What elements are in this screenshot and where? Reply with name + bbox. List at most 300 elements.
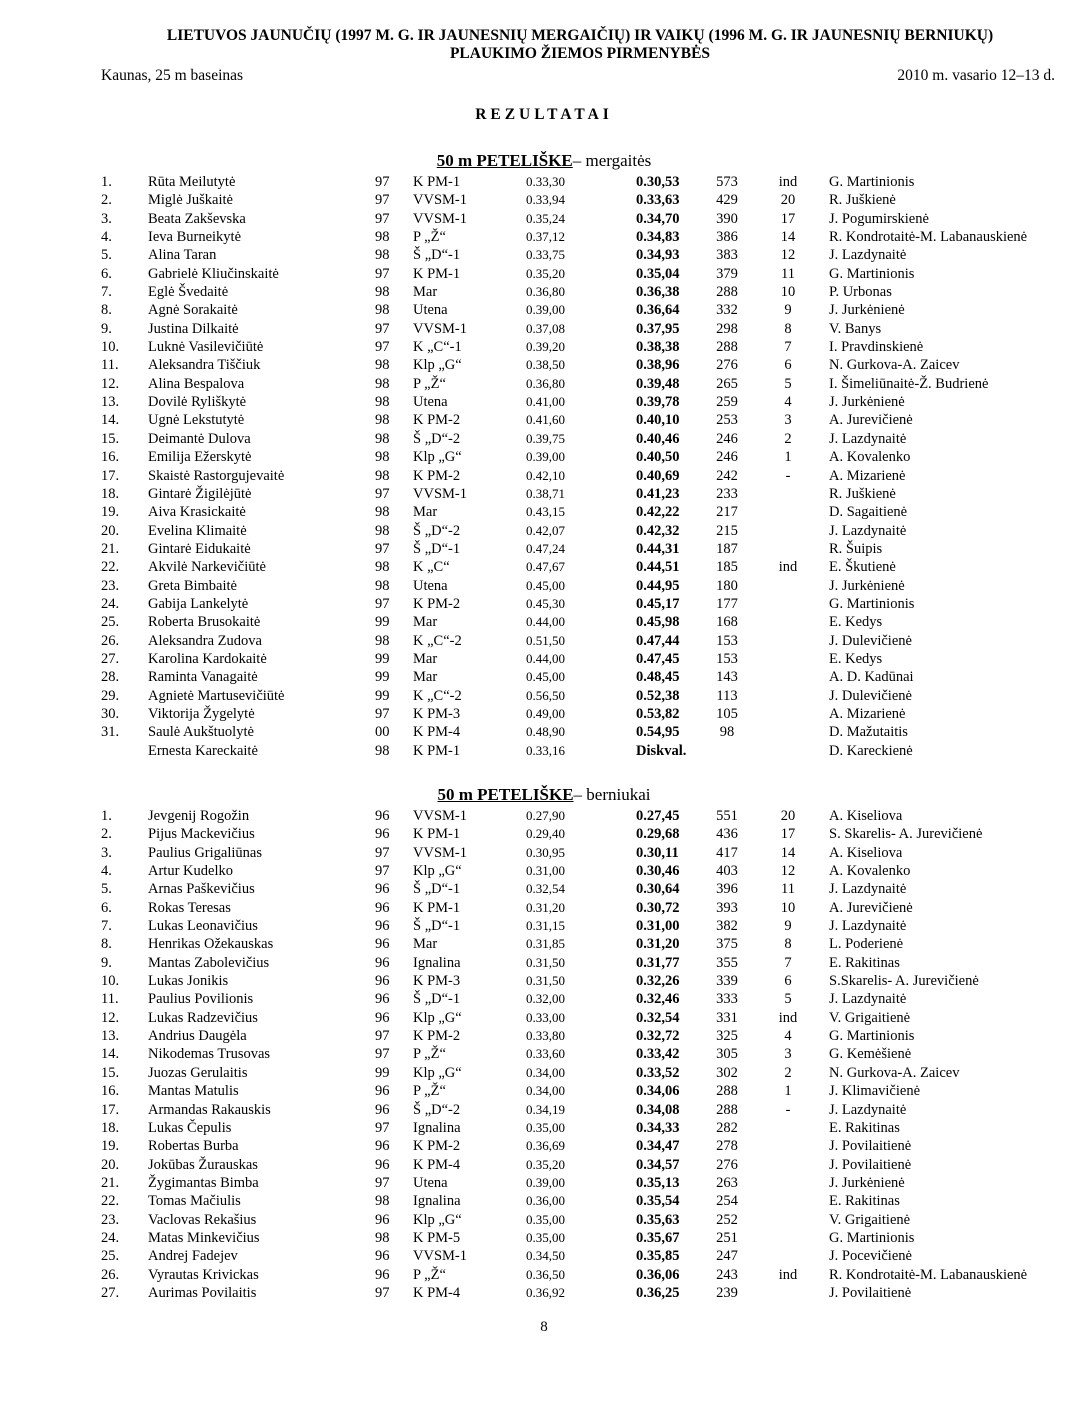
- coach-cell: J. Lazdynaitė: [829, 991, 907, 1008]
- entry-time-cell: 0.56,50: [526, 687, 565, 703]
- birth-year-cell: 00: [375, 724, 390, 741]
- entry-time-cell: 0.33,80: [526, 1028, 565, 1044]
- swimmer-name-cell: Aurimas Povilaitis: [148, 1284, 257, 1301]
- result-time-cell: 0.34,93: [636, 247, 680, 264]
- swimmer-name-cell: Miglė Juškaitė: [148, 192, 233, 209]
- swimmer-name-cell: Juozas Gerulaitis: [148, 1064, 248, 1081]
- place-cell: 13.: [101, 394, 120, 411]
- birth-year-cell: 98: [375, 247, 390, 264]
- entry-time-cell: 0.31,85: [526, 936, 565, 952]
- team-score-cell: 5: [784, 375, 792, 392]
- birth-year-cell: 99: [375, 669, 390, 686]
- coach-cell: R. Juškienė: [829, 485, 896, 502]
- points-cell: 417: [716, 844, 738, 861]
- entry-time-cell: 0.36,00: [526, 1193, 565, 1209]
- table-row: [0, 338, 1088, 356]
- swimmer-name-cell: Paulius Grigaliūnas: [148, 844, 262, 861]
- coach-cell: V. Grigaitienė: [829, 1009, 911, 1026]
- place-cell: 4.: [101, 229, 112, 246]
- table-row: [0, 687, 1088, 705]
- entry-time-cell: 0.47,24: [526, 540, 565, 556]
- coach-cell: J. Jurkėnienė: [829, 302, 905, 319]
- birth-year-cell: 96: [375, 881, 390, 898]
- result-time-cell: 0.32,26: [636, 973, 680, 990]
- team-score-cell: -: [785, 467, 791, 484]
- points-cell: 278: [716, 1138, 738, 1155]
- team-score-cell: 8: [784, 936, 792, 953]
- birth-year-cell: 99: [375, 1064, 390, 1081]
- club-cell: Mar: [413, 669, 438, 686]
- coach-cell: J. Lazdynaitė: [829, 881, 907, 898]
- club-cell: P „Ž“: [413, 375, 446, 392]
- club-cell: Klp „G“: [413, 1064, 462, 1081]
- entry-time-cell: 0.36,80: [526, 375, 565, 391]
- birth-year-cell: 96: [375, 826, 390, 843]
- place-cell: 20.: [101, 1156, 120, 1173]
- coach-cell: N. Gurkova-A. Zaicev: [829, 1064, 960, 1081]
- points-cell: 251: [716, 1229, 738, 1246]
- birth-year-cell: 97: [375, 265, 390, 282]
- birth-year-cell: 97: [375, 1174, 390, 1191]
- place-cell: 11.: [101, 357, 119, 374]
- coach-cell: I. Šimeliūnaitė-Ž. Budrienė: [829, 375, 989, 392]
- result-time-cell: 0.34,83: [636, 229, 680, 246]
- points-cell: 390: [716, 210, 738, 227]
- points-cell: 263: [716, 1174, 738, 1191]
- place-cell: 4.: [101, 863, 112, 880]
- birth-year-cell: 96: [375, 1156, 390, 1173]
- swimmer-name-cell: Eglė Švedaitė: [148, 284, 229, 301]
- result-time-cell: 0.54,95: [636, 724, 680, 741]
- table-row: [0, 430, 1088, 448]
- club-cell: K PM-2: [413, 1138, 461, 1155]
- result-time-cell: 0.30,64: [636, 881, 680, 898]
- points-cell: 143: [716, 669, 738, 686]
- entry-time-cell: 0.34,00: [526, 1083, 565, 1099]
- team-score-cell: 14: [780, 229, 796, 246]
- table-row: [0, 173, 1088, 191]
- swimmer-name-cell: Agnė Sorakaitė: [148, 302, 238, 319]
- club-cell: P „Ž“: [413, 1083, 446, 1100]
- club-cell: P „Ž“: [413, 1046, 446, 1063]
- team-score-cell: 5: [784, 991, 792, 1008]
- section-heading-boys: [0, 785, 1088, 805]
- place-cell: 28.: [101, 669, 120, 686]
- result-time-cell: 0.40,50: [636, 449, 680, 466]
- coach-cell: V. Banys: [829, 320, 882, 337]
- entry-time-cell: 0.33,00: [526, 1009, 565, 1025]
- club-cell: Š „D“-2: [413, 1101, 461, 1118]
- coach-cell: J. Lazdynaitė: [829, 430, 907, 447]
- result-time-cell: 0.35,63: [636, 1211, 680, 1228]
- birth-year-cell: 98: [375, 1193, 390, 1210]
- entry-time-cell: 0.34,50: [526, 1248, 565, 1264]
- result-time-cell: 0.31,77: [636, 954, 680, 971]
- birth-year-cell: 97: [375, 485, 390, 502]
- swimmer-name-cell: Luknė Vasilevičiūtė: [148, 339, 264, 356]
- result-time-cell: 0.34,06: [636, 1083, 680, 1100]
- points-cell: 246: [716, 449, 738, 466]
- entry-time-cell: 0.41,60: [526, 412, 565, 428]
- entry-time-cell: 0.39,20: [526, 339, 565, 355]
- result-time-cell: 0.30,53: [636, 174, 680, 190]
- entry-time-cell: 0.44,00: [526, 650, 565, 666]
- place-cell: 8.: [101, 302, 112, 319]
- club-cell: Utena: [413, 577, 448, 594]
- points-cell: 242: [716, 467, 738, 484]
- place-cell: 15.: [101, 430, 120, 447]
- points-cell: 379: [716, 265, 738, 282]
- entry-time-cell: 0.35,00: [526, 1211, 565, 1227]
- team-score-cell: 8: [784, 320, 792, 337]
- club-cell: Š „D“-1: [413, 991, 461, 1008]
- club-cell: Š „D“-1: [413, 918, 461, 935]
- entry-time-cell: 0.45,30: [526, 595, 565, 611]
- points-cell: 382: [716, 918, 738, 935]
- entry-time-cell: 0.47,67: [526, 559, 565, 575]
- table-row: [0, 668, 1088, 686]
- table-row: [0, 899, 1088, 917]
- coach-cell: G. Kemėšienė: [829, 1046, 912, 1063]
- club-cell: K PM-2: [413, 1028, 461, 1045]
- table-row: [0, 1101, 1088, 1119]
- result-time-cell: 0.36,64: [636, 302, 680, 319]
- result-time-cell: 0.52,38: [636, 687, 680, 704]
- coach-cell: E. Kedys: [829, 650, 883, 667]
- event-location: Kaunas, 25 m baseinas: [101, 67, 244, 84]
- club-cell: Mar: [413, 504, 438, 521]
- place-cell: 9.: [101, 954, 112, 971]
- place-cell: 7.: [101, 284, 112, 301]
- table-row: [0, 467, 1088, 485]
- birth-year-cell: 98: [375, 504, 390, 521]
- place-cell: 9.: [101, 320, 112, 337]
- team-score-cell: ind: [778, 1266, 798, 1283]
- place-cell: 16.: [101, 1083, 120, 1100]
- team-score-cell: 14: [780, 844, 796, 861]
- swimmer-name-cell: Henrikas Ožekauskas: [148, 936, 274, 953]
- document-title-line2: PLAUKIMO ŽIEMOS PIRMENYBĖS: [449, 45, 711, 62]
- table-row: [0, 1009, 1088, 1027]
- club-cell: VVSM-1: [413, 192, 467, 209]
- points-cell: 331: [716, 1009, 738, 1026]
- birth-year-cell: 97: [375, 705, 390, 722]
- table-row: [0, 1064, 1088, 1082]
- result-time-cell: 0.29,68: [636, 826, 680, 843]
- birth-year-cell: 97: [375, 1028, 390, 1045]
- birth-year-cell: 98: [375, 302, 390, 319]
- club-cell: VVSM-1: [413, 210, 467, 227]
- result-time-cell: 0.30,11: [636, 844, 679, 861]
- table-row: [0, 411, 1088, 429]
- place-cell: 14.: [101, 1046, 120, 1063]
- coach-cell: J. Pocevičienė: [829, 1248, 912, 1265]
- team-score-cell: 6: [784, 973, 792, 990]
- points-cell: 113: [716, 687, 738, 704]
- birth-year-cell: 98: [375, 375, 390, 392]
- swimmer-name-cell: Lukas Radzevičius: [148, 1009, 258, 1026]
- place-cell: 29.: [101, 687, 120, 704]
- place-cell: 18.: [101, 485, 120, 502]
- section-stroke: 50 m PETELIŠKE: [436, 151, 573, 170]
- swimmer-name-cell: Pijus Mackevičius: [148, 826, 255, 843]
- result-time-cell: 0.36,25: [636, 1284, 680, 1301]
- birth-year-cell: 97: [375, 1119, 390, 1136]
- club-cell: Š „D“-1: [413, 881, 461, 898]
- place-cell: 25.: [101, 1248, 120, 1265]
- event-date: 2010 m. vasario 12–13 d.: [897, 67, 1055, 84]
- coach-cell: E. Rakitinas: [829, 1119, 900, 1136]
- entry-time-cell: 0.43,15: [526, 504, 565, 520]
- result-time-cell: 0.34,08: [636, 1101, 680, 1118]
- table-row: [0, 1247, 1088, 1265]
- club-cell: Š „D“-1: [413, 540, 461, 557]
- coach-cell: S.Skarelis- A. Jurevičienė: [829, 973, 979, 990]
- place-cell: 27.: [101, 650, 120, 667]
- birth-year-cell: 99: [375, 687, 390, 704]
- table-row: [0, 210, 1088, 228]
- place-cell: 22.: [101, 1193, 120, 1210]
- birth-year-cell: 98: [375, 430, 390, 447]
- birth-year-cell: 96: [375, 899, 390, 916]
- birth-year-cell: 97: [375, 595, 390, 612]
- table-row: [0, 540, 1088, 558]
- place-cell: 17.: [101, 1101, 120, 1118]
- result-time-cell: 0.41,23: [636, 485, 680, 502]
- entry-time-cell: 0.35,24: [526, 210, 565, 226]
- coach-cell: E. Rakitinas: [829, 1193, 900, 1210]
- table-row: [0, 1156, 1088, 1174]
- place-cell: 31.: [101, 724, 120, 741]
- entry-time-cell: 0.39,75: [526, 430, 565, 446]
- result-time-cell: 0.32,72: [636, 1028, 680, 1045]
- coach-cell: J. Klimavičienė: [829, 1083, 921, 1100]
- entry-time-cell: 0.33,30: [526, 174, 565, 189]
- club-cell: Mar: [413, 650, 438, 667]
- club-cell: K PM-1: [413, 742, 461, 759]
- points-cell: 436: [716, 826, 738, 843]
- place-cell: 10.: [101, 973, 120, 990]
- entry-time-cell: 0.51,50: [526, 632, 565, 648]
- entry-time-cell: 0.39,00: [526, 1174, 565, 1190]
- table-row: [0, 1229, 1088, 1247]
- birth-year-cell: 97: [375, 844, 390, 861]
- points-cell: 276: [716, 357, 738, 374]
- birth-year-cell: 96: [375, 973, 390, 990]
- page-number: 8: [540, 1319, 548, 1335]
- coach-cell: J. Lazdynaitė: [829, 1101, 907, 1118]
- swimmer-name-cell: Alina Taran: [148, 247, 217, 264]
- table-row: [0, 320, 1088, 338]
- result-time-cell: 0.34,47: [636, 1138, 680, 1155]
- coach-cell: A. Mizarienė: [829, 467, 906, 484]
- entry-time-cell: 0.37,08: [526, 320, 565, 336]
- entry-time-cell: 0.27,90: [526, 808, 565, 823]
- coach-cell: G. Martinionis: [829, 1028, 915, 1045]
- club-cell: K „C“-1: [413, 339, 462, 356]
- coach-cell: E. Škutienė: [829, 559, 896, 576]
- birth-year-cell: 96: [375, 991, 390, 1008]
- birth-year-cell: 96: [375, 1211, 390, 1228]
- result-time-cell: 0.27,45: [636, 808, 680, 824]
- table-row: [0, 191, 1088, 209]
- place-cell: 8.: [101, 936, 112, 953]
- birth-year-cell: 99: [375, 650, 390, 667]
- table-row: [0, 1266, 1088, 1284]
- coach-cell: A. Kovalenko: [829, 449, 911, 466]
- club-cell: VVSM-1: [413, 1248, 467, 1265]
- place-cell: 7.: [101, 918, 112, 935]
- table-row: [0, 825, 1088, 843]
- place-cell: 3.: [101, 210, 112, 227]
- swimmer-name-cell: Armandas Rakauskis: [148, 1101, 271, 1118]
- club-cell: K PM-3: [413, 705, 461, 722]
- entry-time-cell: 0.36,92: [526, 1284, 565, 1300]
- entry-time-cell: 0.33,16: [526, 742, 565, 758]
- points-cell: 243: [716, 1266, 738, 1283]
- swimmer-name-cell: Evelina Klimaitė: [148, 522, 247, 539]
- swimmer-name-cell: Viktorija Žygelytė: [148, 705, 255, 722]
- team-score-cell: ind: [778, 1009, 798, 1026]
- result-time-cell: 0.38,38: [636, 339, 680, 356]
- result-time-cell: 0.35,85: [636, 1248, 680, 1265]
- result-time-cell: 0.30,46: [636, 863, 680, 880]
- result-time-cell: 0.35,54: [636, 1193, 680, 1210]
- entry-time-cell: 0.35,00: [526, 1119, 565, 1135]
- table-row: [0, 807, 1088, 825]
- team-score-cell: -: [785, 1101, 791, 1118]
- document-title-line1: LIETUVOS JAUNUČIŲ (1997 M. G. IR JAUNESNIŲ MERGAIČIŲ) IR VAIKŲ (1996 M. G. IR JAUNESNIŲ BERNIUKŲ): [166, 27, 994, 44]
- swimmer-name-cell: Ieva Burneikytė: [148, 229, 242, 246]
- swimmer-name-cell: Akvilė Narkevičiūtė: [148, 559, 266, 576]
- birth-year-cell: 96: [375, 1266, 390, 1283]
- club-cell: K PM-3: [413, 973, 461, 990]
- swimmer-name-cell: Paulius Povilionis: [148, 991, 254, 1008]
- points-cell: 333: [716, 991, 738, 1008]
- place-cell: 21.: [101, 540, 120, 557]
- birth-year-cell: 97: [375, 1046, 390, 1063]
- entry-time-cell: 0.34,19: [526, 1101, 565, 1117]
- birth-year-cell: 97: [375, 1284, 390, 1301]
- table-row: [0, 283, 1088, 301]
- swimmer-name-cell: Rūta Meilutytė: [148, 174, 236, 190]
- swimmer-name-cell: Žygimantas Bimba: [148, 1174, 259, 1191]
- birth-year-cell: 99: [375, 614, 390, 631]
- table-row: [0, 723, 1088, 741]
- team-score-cell: 9: [784, 302, 792, 319]
- place-cell: 12.: [101, 375, 120, 392]
- birth-year-cell: 98: [375, 284, 390, 301]
- club-cell: K PM-5: [413, 1229, 461, 1246]
- entry-time-cell: 0.45,00: [526, 669, 565, 685]
- entry-time-cell: 0.49,00: [526, 705, 565, 721]
- entry-time-cell: 0.42,07: [526, 522, 565, 538]
- result-time-cell: 0.33,52: [636, 1064, 680, 1081]
- table-row: [0, 1192, 1088, 1210]
- table-row: [0, 301, 1088, 319]
- birth-year-cell: 98: [375, 522, 390, 539]
- result-time-cell: 0.47,44: [636, 632, 680, 649]
- club-cell: VVSM-1: [413, 320, 467, 337]
- points-cell: 153: [716, 650, 738, 667]
- result-time-cell: 0.30,72: [636, 899, 680, 916]
- team-score-cell: 3: [784, 1046, 792, 1063]
- coach-cell: N. Gurkova-A. Zaicev: [829, 357, 960, 374]
- coach-cell: J. Jurkėnienė: [829, 394, 905, 411]
- entry-time-cell: 0.41,00: [526, 394, 565, 410]
- team-score-cell: 1: [784, 1083, 792, 1100]
- team-score-cell: 17: [780, 210, 796, 227]
- coach-cell: G. Martinionis: [829, 595, 915, 612]
- birth-year-cell: 98: [375, 632, 390, 649]
- result-time-cell: 0.40,69: [636, 467, 680, 484]
- result-time-cell: 0.36,38: [636, 284, 680, 301]
- points-cell: 282: [716, 1119, 738, 1136]
- place-cell: 17.: [101, 467, 120, 484]
- points-cell: 383: [716, 247, 738, 264]
- birth-year-cell: 96: [375, 808, 390, 824]
- table-row: [0, 265, 1088, 283]
- entry-time-cell: 0.32,54: [526, 881, 565, 897]
- swimmer-name-cell: Aiva Krasickaitė: [148, 504, 246, 521]
- table-row: [0, 1284, 1088, 1302]
- coach-cell: E. Rakitinas: [829, 954, 900, 971]
- place-cell: 2.: [101, 826, 112, 843]
- coach-cell: J. Povilaitienė: [829, 1138, 912, 1155]
- club-cell: Klp „G“: [413, 1009, 462, 1026]
- entry-time-cell: 0.48,90: [526, 724, 565, 740]
- result-time-cell: 0.53,82: [636, 705, 680, 722]
- coach-cell: E. Kedys: [829, 614, 883, 631]
- place-cell: 21.: [101, 1174, 120, 1191]
- points-cell: 298: [716, 320, 738, 337]
- swimmer-name-cell: Roberta Brusokaitė: [148, 614, 261, 631]
- place-cell: 1.: [101, 808, 112, 824]
- result-time-cell: 0.42,32: [636, 522, 680, 539]
- result-time-cell: 0.45,98: [636, 614, 680, 631]
- result-time-cell: 0.31,00: [636, 918, 680, 935]
- points-cell: 247: [716, 1248, 738, 1265]
- table-row: [0, 558, 1088, 576]
- coach-cell: A. D. Kadūnai: [829, 669, 914, 686]
- entry-time-cell: 0.33,94: [526, 192, 565, 208]
- coach-cell: J. Lazdynaitė: [829, 522, 907, 539]
- club-cell: K PM-4: [413, 1284, 461, 1301]
- result-time-cell: 0.33,42: [636, 1046, 680, 1063]
- club-cell: K PM-4: [413, 724, 461, 741]
- entry-time-cell: 0.35,20: [526, 1156, 565, 1172]
- entry-time-cell: 0.31,15: [526, 918, 565, 934]
- table-row: [0, 613, 1088, 631]
- swimmer-name-cell: Robertas Burba: [148, 1138, 239, 1155]
- result-time-cell: 0.39,78: [636, 394, 680, 411]
- place-cell: 5.: [101, 247, 112, 264]
- birth-year-cell: 97: [375, 540, 390, 557]
- points-cell: 332: [716, 302, 738, 319]
- swimmer-name-cell: Ugnė Lekstutytė: [148, 412, 245, 429]
- place-cell: 24.: [101, 1229, 120, 1246]
- place-cell: 27.: [101, 1284, 120, 1301]
- table-row: [0, 1082, 1088, 1100]
- birth-year-cell: 96: [375, 1009, 390, 1026]
- entry-time-cell: 0.33,75: [526, 247, 565, 263]
- result-time-cell: 0.39,48: [636, 375, 680, 392]
- birth-year-cell: 98: [375, 394, 390, 411]
- birth-year-cell: 98: [375, 1229, 390, 1246]
- birth-year-cell: 96: [375, 918, 390, 935]
- club-cell: K PM-1: [413, 826, 461, 843]
- coach-cell: A. Jurevičienė: [829, 899, 913, 916]
